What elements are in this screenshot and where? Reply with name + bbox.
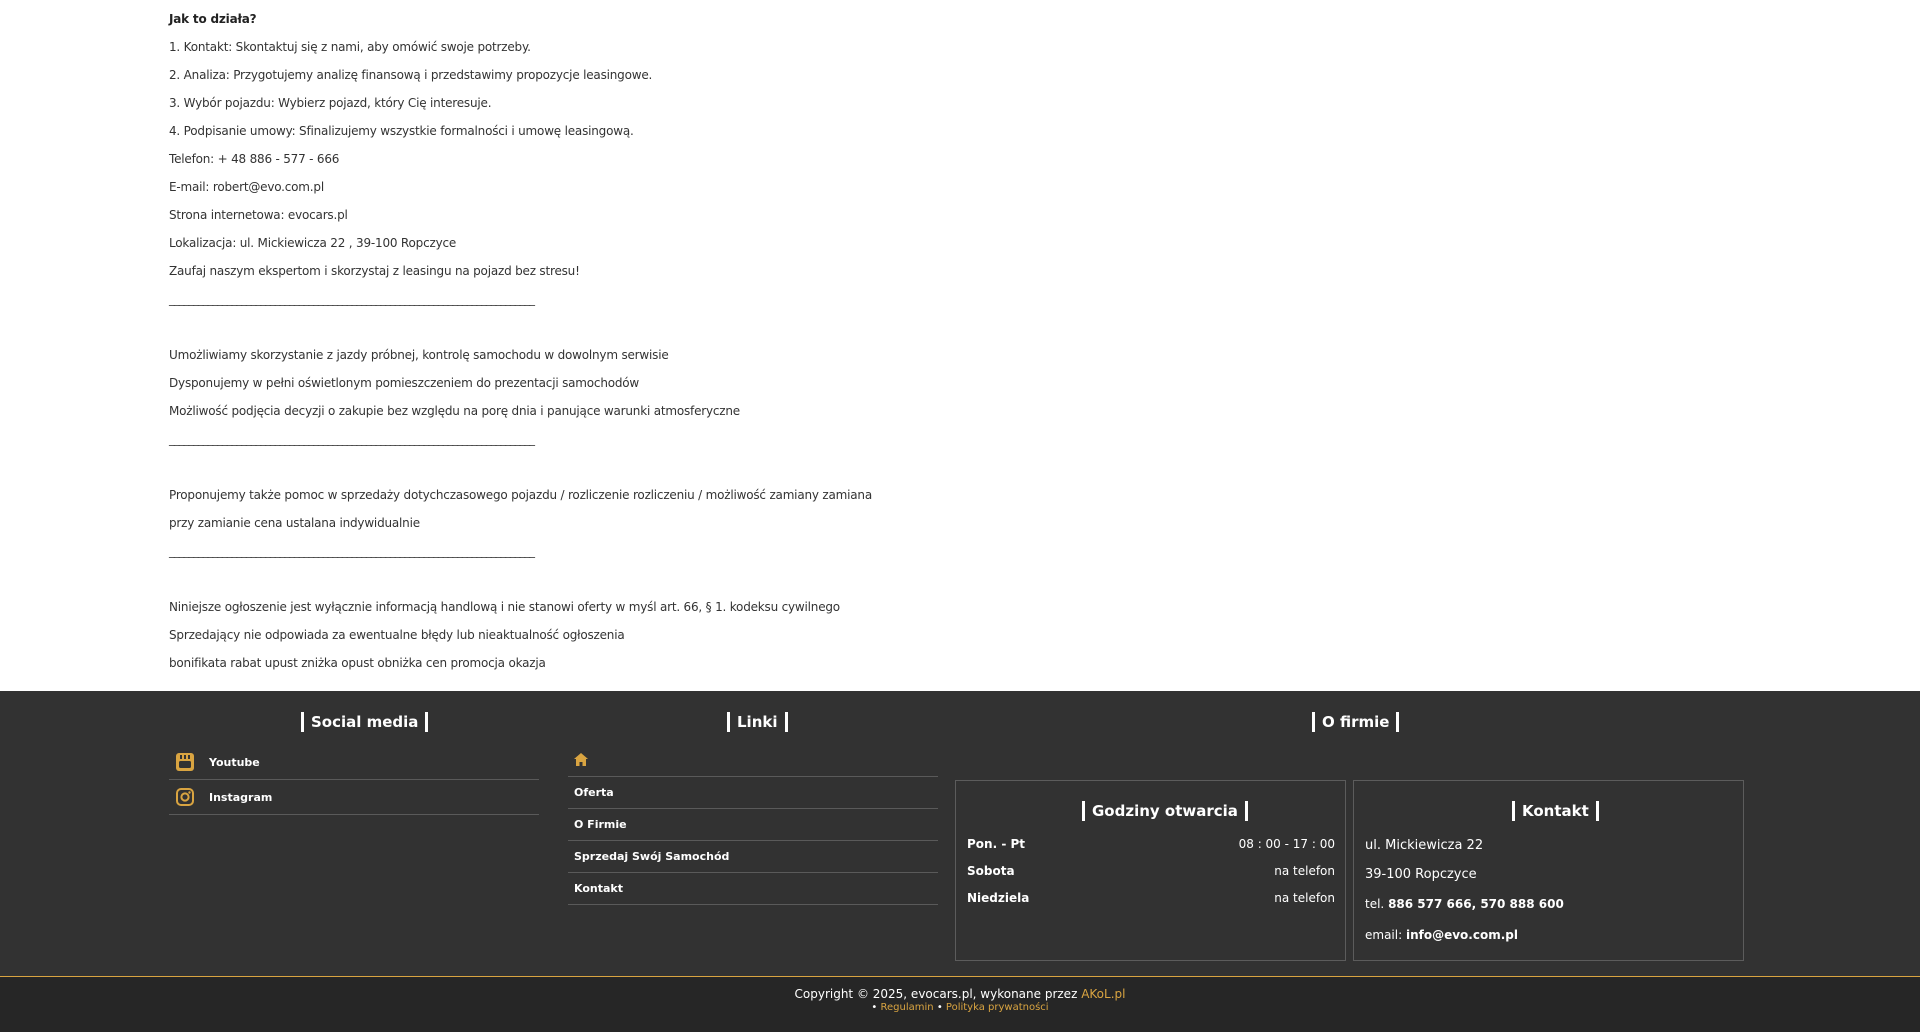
email-address[interactable]: info@evo.com.pl xyxy=(1405,928,1518,942)
contact-street: ul. Mickiewicza 22 xyxy=(1365,838,1484,853)
separator: ____________________________________________________________________________ xyxy=(169,544,534,558)
how-it-works-heading: Jak to działa? xyxy=(169,12,257,26)
bullet: • xyxy=(936,1002,943,1013)
disclaimer-2: Sprzedający nie odpowiada za ewentualne błędy lub nieaktualność ogłoszenia xyxy=(169,628,625,642)
hours-row xyxy=(967,864,1335,878)
youtube-label: Youtube xyxy=(209,755,260,769)
contact-title: Kontakt xyxy=(1512,801,1599,821)
link-kontakt[interactable]: Kontakt xyxy=(568,873,938,905)
opening-hours-box xyxy=(955,780,1346,961)
hours-day: Pon. - Pt xyxy=(967,837,1026,851)
trade-in-2: przy zamianie cena ustalana indywidualnie xyxy=(169,516,420,530)
hours-row xyxy=(967,891,1335,905)
step-3: 3. Wybór pojazdu: Wybierz pojazd, który Cię interesuje. xyxy=(169,96,492,110)
link-sell-car[interactable]: Sprzedaj Swój Samochód xyxy=(568,841,938,873)
separator: ____________________________________________________________________________ xyxy=(169,432,534,446)
feature-3: Możliwość podjęcia decyzji o zakupie bez względu na porę dnia i panujące warunki atmosferyczne xyxy=(169,404,740,418)
trade-in-1: Proponujemy także pomoc w sprzedaży dotychczasowego pojazdu / rozliczenie rozliczeniu / możliwość zamiany zamiana xyxy=(169,488,872,502)
home-icon xyxy=(574,753,588,769)
spacer xyxy=(169,565,1169,593)
feature-1: Umożliwiamy skorzystanie z jazdy próbnej, kontrolę samochodu w dowolnym serwisie xyxy=(169,348,669,362)
step-2: 2. Analiza: Przygotujemy analizę finansową i przedstawimy propozycje leasingowe. xyxy=(169,68,653,82)
hours-day: Sobota xyxy=(967,864,1015,878)
contact-email xyxy=(1365,928,1518,942)
step-1: 1. Kontakt: Skontaktuj się z nami, aby omówić swoje potrzeby. xyxy=(169,40,531,54)
social-item-youtube[interactable] xyxy=(169,745,539,780)
contact-city: 39-100 Ropczyce xyxy=(1365,867,1477,882)
author-link[interactable]: AKoL.pl xyxy=(1081,987,1126,1001)
contact-box xyxy=(1353,780,1744,961)
phone-label: tel. xyxy=(1365,897,1385,911)
phone-numbers[interactable]: 886 577 666, 570 888 600 xyxy=(1388,897,1564,911)
youtube-icon xyxy=(175,752,195,772)
hours-day: Niedziela xyxy=(967,891,1030,905)
instagram-icon xyxy=(175,787,195,807)
step-4: 4. Podpisanie umowy: Sfinalizujemy wszystkie formalności i umowę leasingową. xyxy=(169,124,634,138)
instagram-label: Instagram xyxy=(209,790,273,804)
feature-2: Dysponujemy w pełni oświetlonym pomieszczeniem do prezentacji samochodów xyxy=(169,376,640,390)
closing-text: Zaufaj naszym ekspertom i skorzystaj z leasingu na pojazd bez stresu! xyxy=(169,264,580,278)
link-oferta[interactable]: Oferta xyxy=(568,777,938,809)
privacy-link[interactable]: Polityka prywatności xyxy=(945,1002,1049,1013)
copyright-text: Copyright © 2025, evocars.pl, wykonane przez xyxy=(794,987,1078,1001)
disclaimer-1: Niniejsze ogłoszenie jest wyłącznie informacją handlową i nie stanowi oferty w myśl art. 66, § 1. kodeksu cywilnego xyxy=(169,600,840,614)
hours-time: 08 : 00 - 17 : 00 xyxy=(1238,837,1335,851)
bullet: • xyxy=(871,1002,878,1013)
spacer xyxy=(169,453,1169,481)
copyright-bar xyxy=(0,976,1920,1032)
hours-time: na telefon xyxy=(1274,891,1335,905)
link-o-firmie[interactable]: O Firmie xyxy=(568,809,938,841)
links-title: Linki xyxy=(727,712,788,732)
social-item-instagram[interactable] xyxy=(169,780,539,815)
social-media-title: Social media xyxy=(301,712,428,732)
hours-row xyxy=(967,837,1335,851)
phone-text: Telefon: + 48 886 - 577 - 666 xyxy=(169,152,340,166)
terms-link[interactable]: Regulamin xyxy=(880,1002,934,1013)
footer-links xyxy=(568,745,938,905)
website-text: Strona internetowa: evocars.pl xyxy=(169,208,348,222)
social-list xyxy=(169,745,539,815)
disclaimer-3: bonifikata rabat upust zniżka opust obniżka cen promocja okazja xyxy=(169,656,546,670)
opening-hours-title: Godziny otwarcia xyxy=(1082,801,1248,821)
contact-phone xyxy=(1365,897,1564,911)
hours-time: na telefon xyxy=(1274,864,1335,878)
listing-description xyxy=(169,0,1169,741)
home-link[interactable] xyxy=(568,745,938,777)
separator: ____________________________________________________________________________ xyxy=(169,292,534,306)
spacer xyxy=(169,313,1169,341)
email-label: email: xyxy=(1365,928,1403,942)
location-text: Lokalizacja: ul. Mickiewicza 22 , 39-100 Ropczyce xyxy=(169,236,457,250)
legal-links xyxy=(0,1002,1920,1013)
email-text: E-mail: robert@evo.com.pl xyxy=(169,180,324,194)
copyright-line xyxy=(0,987,1920,1001)
company-title: O firmie xyxy=(1312,712,1399,732)
